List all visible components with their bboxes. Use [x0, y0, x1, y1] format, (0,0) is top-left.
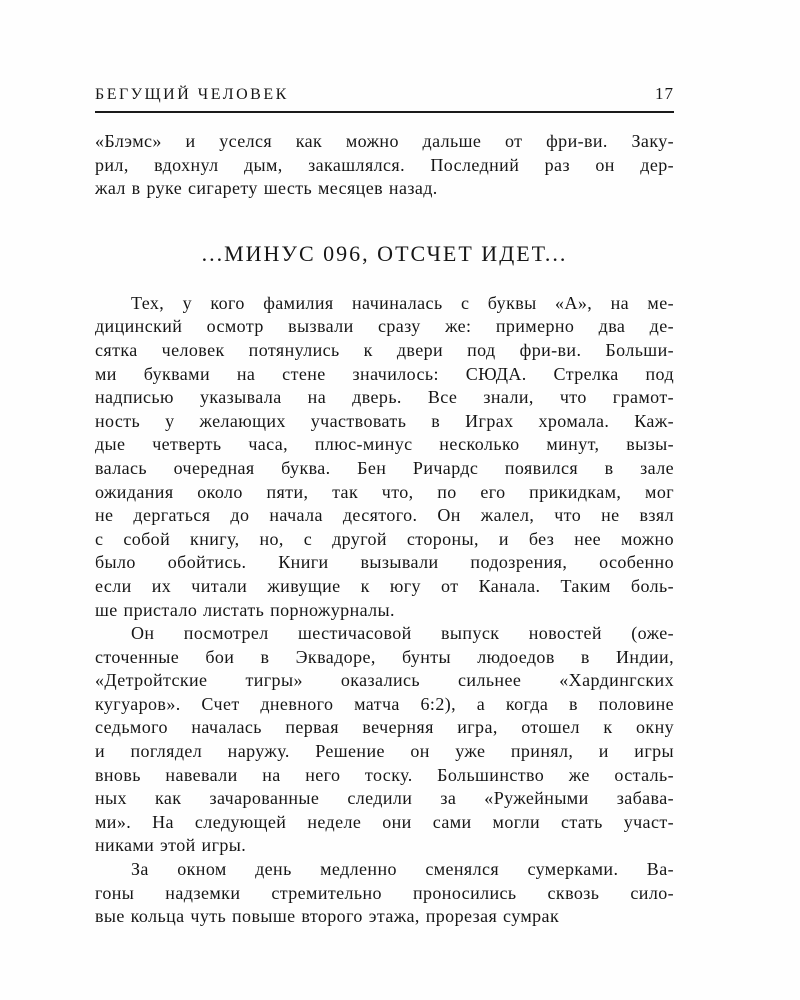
page-body — [95, 130, 674, 929]
text-line: седьмого началась первая вечерняя игра, отошел к окну — [95, 717, 674, 738]
text-line: и поглядел наружу. Решение он уже принял, и игры — [95, 741, 674, 762]
text-line: дицинский осмотр вызвали сразу же: примерно два де- — [95, 316, 674, 337]
text-line: с собой книгу, но, с другой стороны, и без нее можно — [95, 528, 674, 549]
header-rule — [95, 111, 674, 113]
text-line: рил, вдохнул дым, закашлялся. Последний раз он дер- — [95, 154, 674, 175]
text-line: если их читали живущие к югу от Канала. Таким боль- — [95, 575, 674, 596]
paragraph — [95, 130, 674, 201]
paragraph — [95, 622, 674, 858]
text-line: ность у желающих участвовать в Играх хромала. Каж- — [95, 410, 674, 431]
text-line: не дергаться до начала десятого. Он жалел, что не взял — [95, 505, 674, 526]
text-line: Тех, у кого фамилия начиналась с буквы «А», на ме- — [131, 292, 674, 313]
paragraph — [95, 858, 674, 929]
running-header — [95, 84, 674, 104]
text-line: сточенные бои в Эквадоре, бунты людоедов в Индии, — [95, 646, 674, 667]
text-line: сятка человек потянулись к двери под фри-ви. Больши- — [95, 339, 674, 360]
text-line: ожидания около пяти, так что, по его прикидкам, мог — [95, 481, 674, 502]
header-title: БЕГУЩИЙ ЧЕЛОВЕК — [95, 86, 289, 103]
text-line: было обойтись. Книги вызывали подозрения, особенно — [95, 552, 674, 573]
paragraph — [95, 292, 674, 622]
text-line: «Блэмс» и уселся как можно дальше от фри-ви. Заку- — [95, 131, 674, 151]
text-line: «Детройтские тигры» оказались сильнее «Хардингских — [95, 670, 674, 691]
text-line: ми буквами на стене значилось: СЮДА. Стрелка под — [95, 363, 674, 384]
text-line: ми». На следующей неделе они сами могли стать участ- — [95, 811, 674, 832]
page-number: 17 — [655, 84, 674, 103]
text-line: никами этой игры. — [95, 835, 247, 856]
text-line: валась очередная буква. Бен Ричардс появился в зале — [95, 457, 674, 478]
text-line: гоны надземки стремительно проносились сквозь сило- — [95, 882, 674, 903]
text-line: Он посмотрел шестичасовой выпуск новостей (оже- — [131, 623, 674, 644]
text-line: вновь навевали на него тоску. Большинство же осталь- — [95, 764, 674, 785]
text-line: надписью указывала на дверь. Все знали, что грамот- — [95, 387, 674, 408]
text-line: За окном день медленно сменялся сумерками. Ва- — [131, 859, 674, 880]
text-line: ных как зачарованные следили за «Ружейными забава- — [95, 788, 674, 809]
section-heading: ...МИНУС 096, ОТСЧЕТ ИДЕТ... — [201, 240, 568, 266]
text-line: ше пристало листать порножурналы. — [95, 599, 395, 620]
text-line: жал в руке сигарету шесть месяцев назад. — [95, 178, 438, 199]
text-line: вые кольца чуть повыше второго этажа, прорезая сумрак — [95, 906, 560, 927]
text-line: дые четверть часа, плюс-минус несколько минут, вызы- — [95, 434, 674, 455]
text-line: кугуаров». Счет дневного матча 6:2), а когда в половине — [95, 693, 674, 714]
